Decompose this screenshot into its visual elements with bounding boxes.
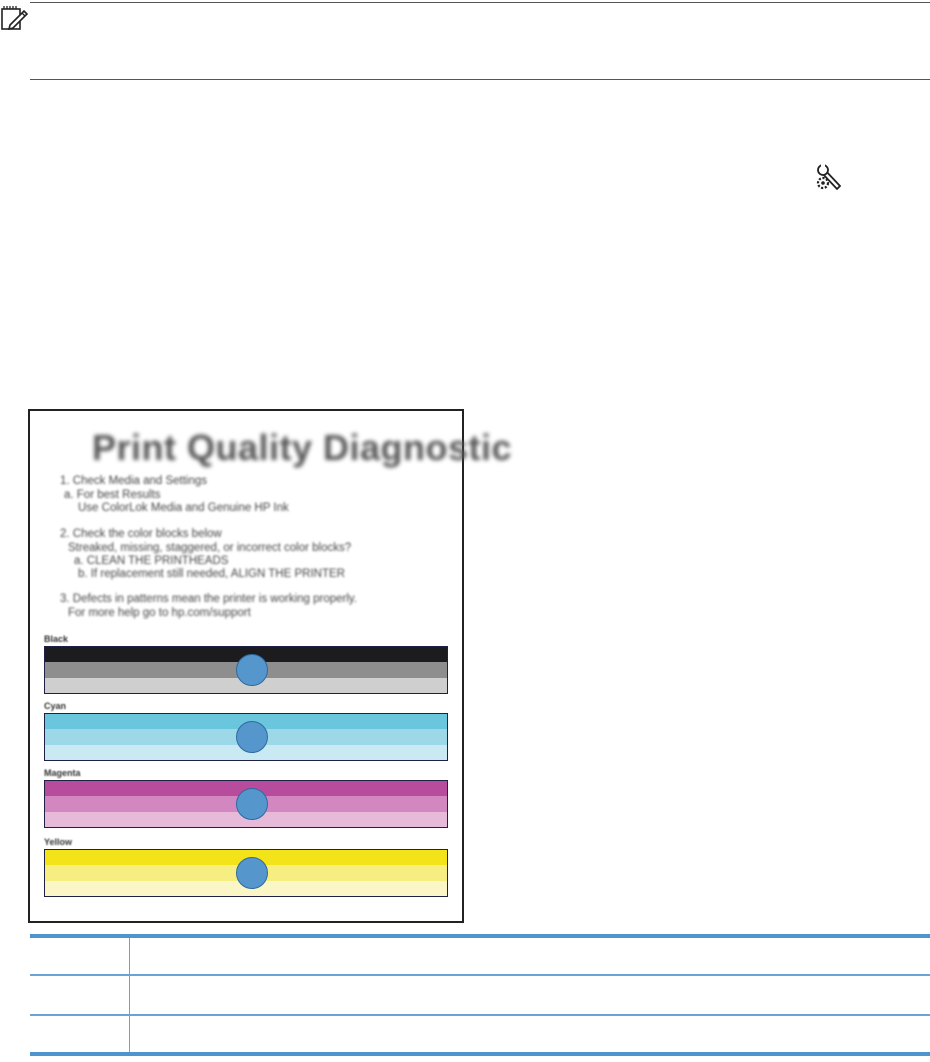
report-line: 1. Check Media and Settings: [60, 475, 208, 487]
band-label-magenta: Magenta: [44, 768, 81, 778]
cyan-color-band: [44, 713, 448, 761]
print-quality-report-image: [28, 409, 513, 923]
report-line: b. If replacement still needed, ALIGN THE PRINTER: [78, 568, 345, 580]
callout-legend-table: [30, 934, 930, 1056]
wrench-gear-icon: [814, 163, 844, 191]
top-rule: [30, 2, 930, 3]
report-line: Streaked, missing, staggered, or incorrect color blocks?: [68, 542, 352, 554]
callout-marker: [236, 721, 268, 753]
callout-marker: [236, 857, 268, 889]
magenta-color-band: [44, 780, 448, 828]
report-line: 3. Defects in patterns mean the printer is working properly.: [60, 593, 358, 605]
callout-marker: [236, 654, 268, 686]
report-line: Use ColorLok Media and Genuine HP Ink: [78, 502, 289, 514]
band-label-cyan: Cyan: [44, 701, 67, 711]
report-line: 2. Check the color blocks below: [60, 528, 222, 540]
black-color-band: [44, 646, 448, 694]
table-row-rule: [30, 974, 930, 976]
table-row-rule: [30, 1014, 930, 1016]
report-line: For more help go to hp.com/support: [68, 607, 251, 619]
note-pencil-icon: [0, 3, 30, 33]
band-label-black: Black: [44, 634, 69, 644]
table-column-divider: [129, 938, 130, 1052]
report-line: a. CLEAN THE PRINTHEADS: [74, 555, 229, 567]
table-top-rule: [30, 934, 930, 938]
note-rule: [30, 79, 930, 80]
report-line: a. For best Results: [64, 489, 161, 501]
band-label-yellow: Yellow: [44, 837, 73, 847]
report-title: Print Quality Diagnostic: [92, 427, 513, 468]
yellow-color-band: [44, 849, 448, 897]
table-bottom-rule: [30, 1052, 930, 1056]
callout-marker: [236, 788, 268, 820]
